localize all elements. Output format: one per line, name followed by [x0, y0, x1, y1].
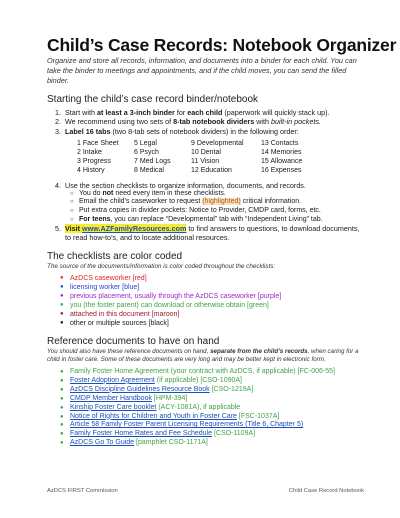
ref-code: [CSO-1219A]	[209, 385, 254, 393]
ref-link-foster-adoption-agreement[interactable]: Foster Adoption Agreement	[70, 376, 155, 384]
step-2-italic-pockets: built-in pockets.	[270, 117, 321, 127]
reference-list	[47, 368, 360, 448]
footer-left: AzDCS FIRST Commission	[47, 488, 118, 494]
step-2-text: We recommend using two sets of	[65, 117, 174, 127]
tab-label: 5 Legal	[134, 139, 157, 147]
reference-item	[70, 421, 360, 430]
sub-2-text: Email the child’s caseworker to request	[79, 198, 203, 206]
ref-code: (ACY-1081A), if applicable	[156, 403, 241, 411]
step-2-text-2: with	[254, 117, 271, 127]
sub-item-email	[79, 198, 360, 207]
sub-1-text: You do	[79, 189, 103, 197]
step-1-text-2: for	[174, 108, 188, 117]
sub-1-bold: not	[102, 189, 114, 197]
highlighted-label: (highlighted)	[202, 198, 241, 206]
tab-label: 4 History	[77, 166, 105, 174]
ref-link-rates-fee-schedule[interactable]: Family Foster Home Rates and Fee Schedule	[70, 430, 213, 438]
intro-text: Organize and store all records, information, and documents into a binder for each child. You can take the binder to meetings and appointments, and if the child moves, you can send the filled binder.	[47, 56, 357, 85]
tab-label: 14 Memories	[261, 148, 302, 156]
tab-label: 1 Face Sheet	[77, 139, 119, 147]
step-4-text: Use the section checklists to organize information, documents, and records.	[65, 180, 306, 190]
reference-item	[70, 404, 360, 413]
section-heading-binder: Starting the child’s case record binder/notebook	[47, 94, 259, 105]
step-4	[63, 181, 360, 225]
ref-link-kinship-booklet[interactable]: Kinship Foster Care booklet	[70, 403, 157, 411]
tab-label: 11 Vision	[191, 157, 220, 165]
visit-highlight	[65, 224, 186, 233]
ref-code: [FSC-1037A]	[236, 412, 280, 420]
ref-link-foster-home-agreement[interactable]: Family Foster Home Agreement (your contract with AzDCS, if applicable) [FC-006-55]	[70, 367, 335, 375]
section-heading-colors: The checklists are color coded	[47, 250, 183, 262]
page-footer	[47, 488, 364, 494]
step-5-text: to find answers to questions, to download documents, to read how-to’s, and to locate additional resources.	[65, 224, 360, 243]
step-1-bold-binder: at least a 3-inch binder	[96, 108, 175, 117]
colors-subtitle: The source of the documents/information is color coded throughout the checklists:	[47, 262, 276, 270]
legend-item-black: ● other or multiple sources [black]	[70, 319, 360, 328]
sub-4-text: , you can replace “Developmental” tab with “Independent Living” tab.	[110, 215, 323, 223]
binder-steps	[47, 108, 360, 243]
legend-item-purple: ● previous placement, usually through the AzDCS caseworker [purple]	[70, 292, 360, 301]
tab-label: 15 Allowance	[261, 157, 303, 165]
tab-label: 10 Dental	[191, 148, 221, 156]
sub-item-teens	[79, 216, 360, 225]
step-3-bold-label: Label 16 tabs	[65, 126, 111, 136]
legend-item-maroon: ● attached in this document [maroon]	[70, 310, 360, 319]
reference-item	[70, 368, 360, 377]
step-1	[63, 108, 360, 117]
step-1-text: Start with	[65, 108, 97, 117]
ref-link-go-to-guide[interactable]: AzDCS Go To Guide	[70, 439, 135, 447]
ref-link-discipline-guidelines[interactable]: AzDCS Discipline Guidelines Resource Book	[70, 385, 210, 393]
ref-note-text-2: , when caring for a child in foster care. Some of these documents are very long and may be better kept in electronic form.	[47, 347, 359, 364]
page-title: Child’s Case Records: Notebook Organizer	[47, 35, 397, 55]
tab-label: 9 Developmental	[191, 139, 244, 147]
reference-item	[70, 413, 360, 422]
ref-code: (if applicable) [CSO-1090A]	[154, 376, 242, 384]
section-heading-references: Reference documents to have on hand	[47, 335, 220, 347]
tab-label: 13 Contacts	[261, 139, 299, 147]
ref-link-cmdp-handbook[interactable]: CMDP Member Handbook	[70, 394, 152, 402]
visit-label: Visit	[65, 224, 83, 234]
footer-right: Child Case Record Notebook	[288, 488, 364, 494]
ref-link-notice-of-rights[interactable]: Notice of Rights for Children and Youth in Foster Care	[70, 412, 237, 420]
step-5	[63, 224, 360, 243]
tab-label: 7 Med Logs	[134, 157, 171, 165]
ref-note-bold: separate from the child’s records	[210, 347, 308, 355]
reference-item	[70, 395, 360, 404]
step-3-text: (two 8-tab sets of notebook dividers) in the following order:	[110, 126, 299, 136]
legend-item-red: ● AzDCS caseworker [red]	[70, 274, 360, 283]
step-1-bold-child: each child	[187, 108, 223, 117]
legend-item-green: ● you (the foster parent) can download or otherwise obtain [green]	[70, 301, 360, 310]
tab-label: 12 Education	[191, 166, 232, 174]
sub-item-copies: ○ Put extra copies in divider pockets: Notice to Provider, CMDP card, forms, etc.	[79, 207, 360, 216]
reference-item	[70, 439, 360, 448]
references-note	[47, 348, 362, 365]
ref-code: [HPM-394]	[151, 394, 188, 402]
tab-label: 8 Medical	[134, 166, 164, 174]
color-legend-list	[47, 274, 360, 328]
step-2-bold-dividers: 8-tab notebook dividers	[173, 117, 255, 127]
legend-item-blue: ● licensing worker [blue]	[70, 283, 360, 292]
tabs-grid	[77, 140, 360, 176]
tab-label: 3 Progress	[77, 157, 111, 165]
reference-item	[70, 386, 360, 395]
step-1-text-3: (paperwork will quickly stack up).	[222, 108, 330, 117]
sub-1-text-2: need every item in these checklists.	[113, 189, 226, 197]
sub-4-bold: For teens	[79, 215, 111, 223]
tab-label: 2 Intake	[77, 148, 102, 156]
step-4-sublist	[65, 190, 360, 224]
reference-item	[70, 377, 360, 386]
azfamilyresources-link[interactable]: www.AZFamilyResources.com	[82, 224, 187, 234]
reference-item	[70, 430, 360, 439]
step-2	[63, 117, 360, 126]
tab-label: 16 Expenses	[261, 166, 302, 174]
ref-code: [CSO-1109A]	[212, 430, 256, 438]
ref-link-article-58[interactable]: Article 58 Family Foster Parent Licensing Requirements (Title 6, Chapter 5)	[70, 421, 304, 429]
ref-note-text: You should also have these reference documents on hand,	[47, 347, 211, 355]
sub-2-text-2: critical information.	[240, 198, 302, 206]
tab-label: 6 Psych	[134, 148, 159, 156]
step-3	[63, 127, 360, 176]
sub-item-not-needed	[79, 190, 360, 199]
ref-code: [pamphlet CSO-1171A]	[134, 439, 208, 447]
